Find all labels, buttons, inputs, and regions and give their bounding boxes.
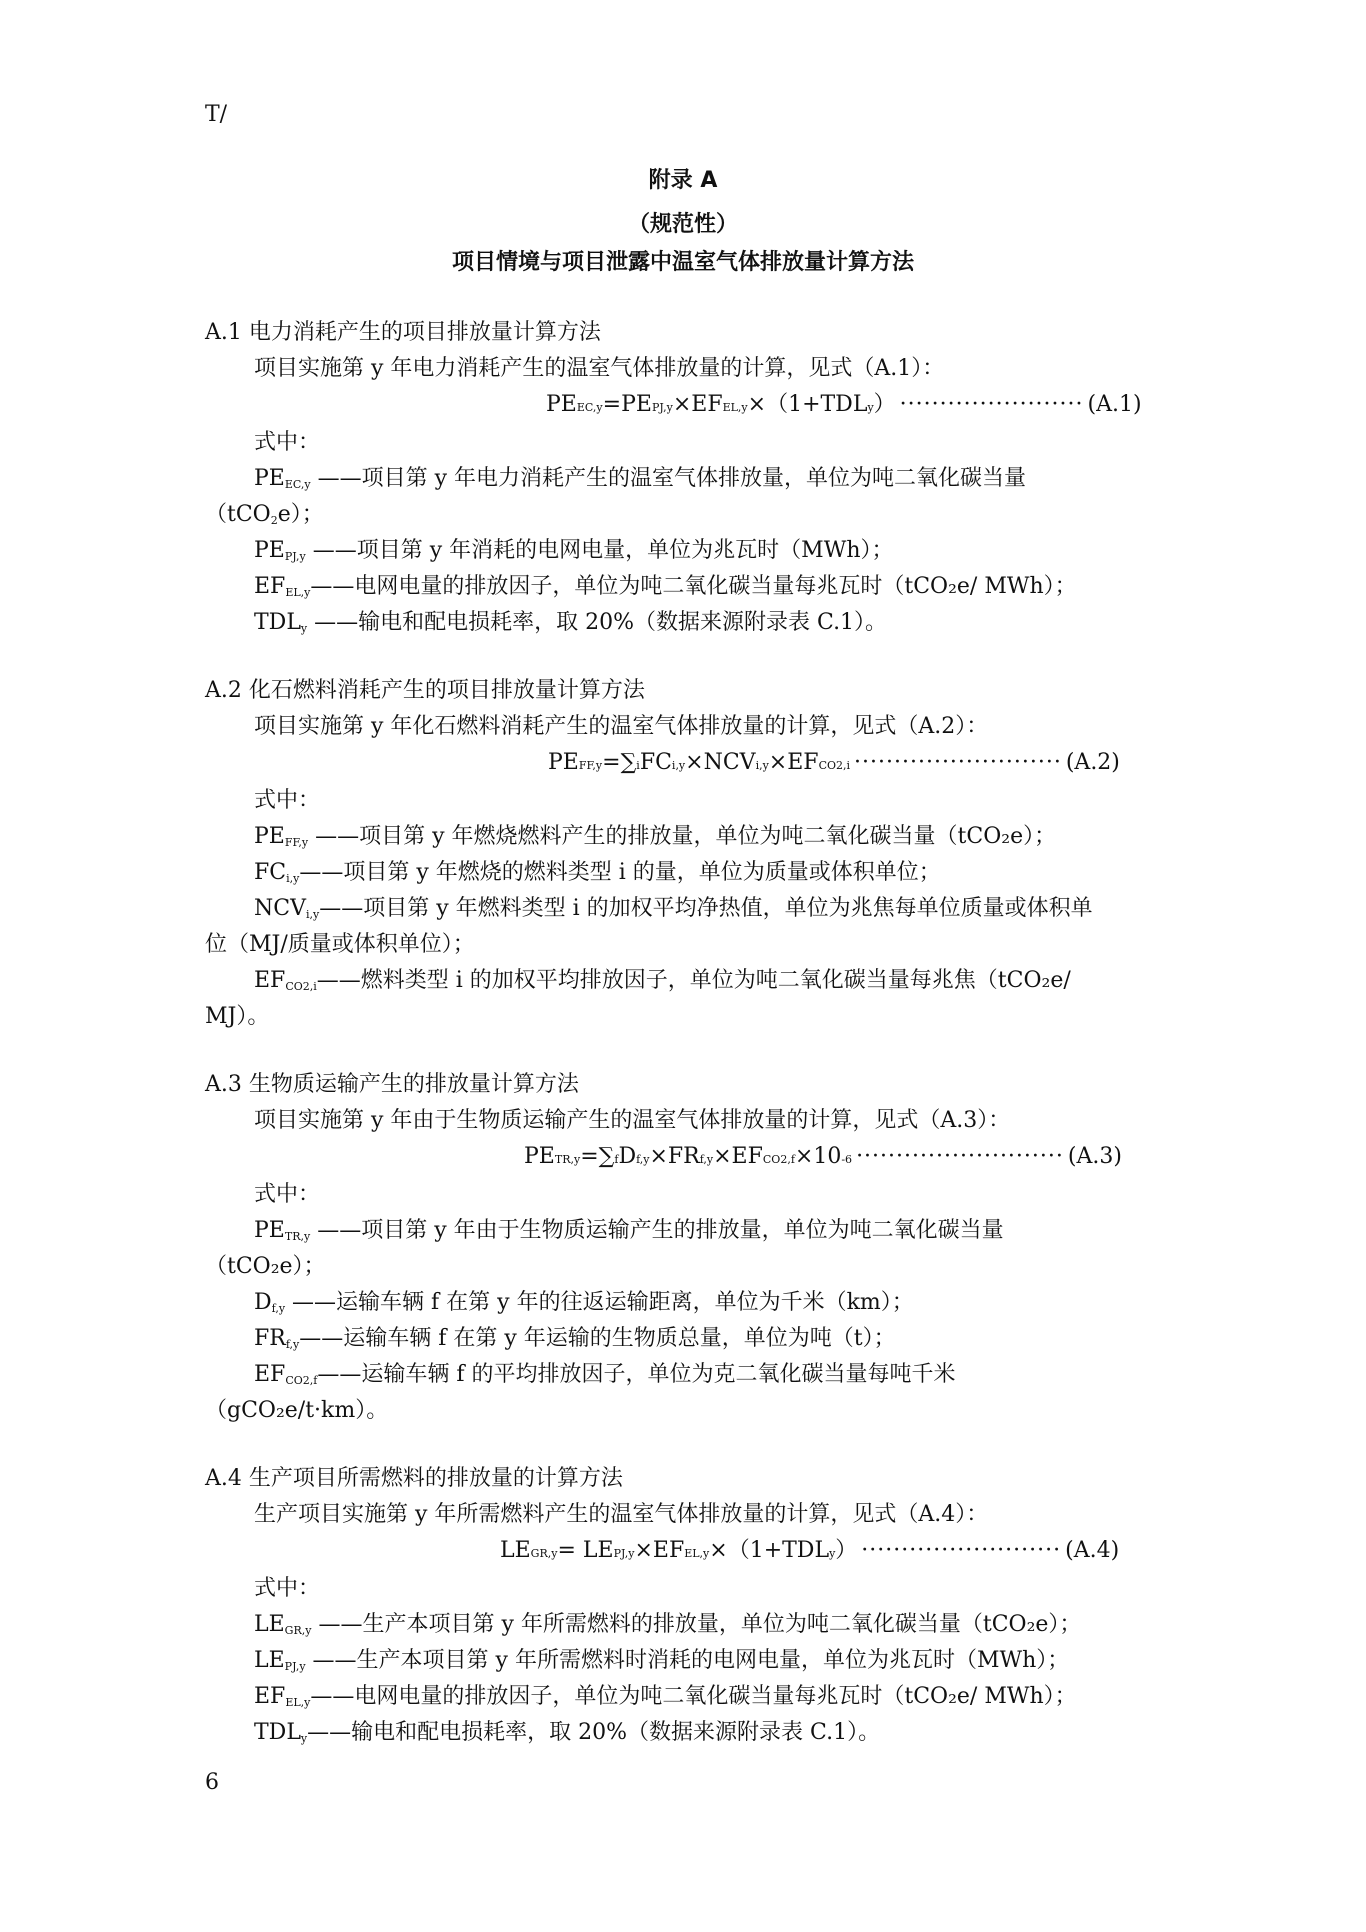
a1-def-1: $PE_{EC,y}$ ——项目第 y 年电力消耗产生的温室气体排放量，单位为吨二氧化碳当量 (254, 466, 1027, 491)
a3-def-1-cont: （tCO₂e）； (205, 1254, 326, 1279)
a4-def-4: $TDL_y——$输电和配电损耗率，取 20%（数据来源附录表 C.1）。 (254, 1720, 881, 1745)
section-a3-heading: A.3 生物质运输产生的排放量计算方法 (205, 1072, 579, 1097)
formula-a2-number: (A.2) (1065, 750, 1120, 775)
a2-def-4: $EF_{CO2,i}——$燃料类型 i 的加权平均排放因子，单位为吨二氧化碳当量每兆焦（tCO₂e/ (254, 968, 1071, 993)
a3-def-3: $FR_{f,y}——$运输车辆 f 在第 y 年运输的生物质总量，单位为吨（t）； (254, 1326, 896, 1351)
a2-def-1: $PE_{FF,y}$ ——项目第 y 年燃烧燃料产生的排放量，单位为吨二氧化碳当量（tCO₂e）； (254, 824, 1057, 849)
appendix-nature: （规范性） (627, 212, 738, 237)
formula-a4: LE GR,y = LE PJ,y ×EF EL,y ×（1+TDL y ） ························· (A.4) (500, 1538, 1120, 1563)
a2-def-3-cont: 位（MJ/质量或体积单位）； (205, 932, 475, 957)
a3-def-2: $D_{f,y}$ ——运输车辆 f 在第 y 年的往返运输距离，单位为千米（km）； (254, 1290, 914, 1315)
formula-a1-number: (A.1) (1087, 392, 1142, 417)
formula-a2: PE FF,y =∑ i FC i,y ×NCV i,y ×EF CO2,i ·························· (A.2) (548, 750, 1120, 775)
a1-def-3: $EF_{EL,y}——$电网电量的排放因子，单位为吨二氧化碳当量每兆瓦时（tCO₂e/ MWh）； (254, 574, 1077, 599)
a4-def-3: $EF_{EL,y}——$电网电量的排放因子，单位为吨二氧化碳当量每兆瓦时（tCO₂e/ MWh）； (254, 1684, 1077, 1709)
formula-a1: PE EC,y =PE PJ,y ×EF EL,y ×（1+TDL y ） ······················· (A.1) (546, 392, 1142, 417)
a4-def-2: $LE_{PJ,y}$ ——生产本项目第 y 年所需燃料时消耗的电网电量，单位为兆瓦时（MWh）； (254, 1648, 1070, 1673)
formula-a4-number: (A.4) (1065, 1538, 1120, 1563)
page-number: 6 (205, 1770, 219, 1795)
a2-def-4-cont: MJ）。 (205, 1004, 270, 1029)
a3-def-4-cont: （gCO₂e/t·km）。 (205, 1398, 389, 1423)
a1-def-1-cont: （tCO$_2$e）； (205, 502, 324, 527)
formula-a3-number: (A.3) (1067, 1144, 1122, 1169)
section-a3-intro: 项目实施第 y 年由于生物质运输产生的温室气体排放量的计算，见式（A.3）： (254, 1108, 1011, 1133)
appendix-main-title: 项目情境与项目泄露中温室气体排放量计算方法 (451, 250, 914, 275)
a1-def-2: $PE_{PJ,y}$ ——项目第 y 年消耗的电网电量，单位为兆瓦时（MWh）； (254, 538, 894, 563)
doc-code: T/ (205, 102, 228, 127)
section-a2-where: 式中： (254, 788, 321, 813)
section-a4-heading: A.4 生产项目所需燃料的排放量的计算方法 (205, 1466, 623, 1491)
a2-def-3: $NCV_{i,y}——$项目第 y 年燃料类型 i 的加权平均净热值，单位为兆焦每单位质量或体积单 (254, 896, 1093, 921)
a1-def-4: $TDL_y$ ——输电和配电损耗率，取 20%（数据来源附录表 C.1）。 (254, 610, 888, 635)
section-a1-where: 式中： (254, 430, 321, 455)
section-a4-where: 式中： (254, 1576, 321, 1601)
a3-def-1: $PE_{TR,y}$ ——项目第 y 年由于生物质运输产生的排放量，单位为吨二氧化碳当量 (254, 1218, 1004, 1243)
section-a2-heading: A.2 化石燃料消耗产生的项目排放量计算方法 (205, 678, 645, 703)
section-a1-heading: A.1 电力消耗产生的项目排放量计算方法 (205, 320, 601, 345)
appendix-title: 附录 A (648, 168, 718, 193)
a4-def-1: $LE_{GR,y}$ ——生产本项目第 y 年所需燃料的排放量，单位为吨二氧化碳当量（tCO₂e）； (254, 1612, 1082, 1637)
section-a1-intro: 项目实施第 y 年电力消耗产生的温室气体排放量的计算，见式（A.1）： (254, 356, 945, 381)
section-a3-where: 式中： (254, 1182, 321, 1207)
a3-def-4: $EF_{CO2,f}——$运输车辆 f 的平均排放因子，单位为克二氧化碳当量每吨千米 (254, 1362, 956, 1387)
formula-a3: PE TR,y =∑ f D f,y ×FR f,y ×EF CO2,f ×10 -6 ·························· (A.3) (524, 1144, 1122, 1169)
a2-def-2: $FC_{i,y}——$项目第 y 年燃烧的燃料类型 i 的量，单位为质量或体积单位； (254, 860, 941, 885)
section-a4-intro: 生产项目实施第 y 年所需燃料产生的温室气体排放量的计算，见式（A.4）： (254, 1502, 989, 1527)
section-a2-intro: 项目实施第 y 年化石燃料消耗产生的温室气体排放量的计算，见式（A.2）： (254, 714, 989, 739)
